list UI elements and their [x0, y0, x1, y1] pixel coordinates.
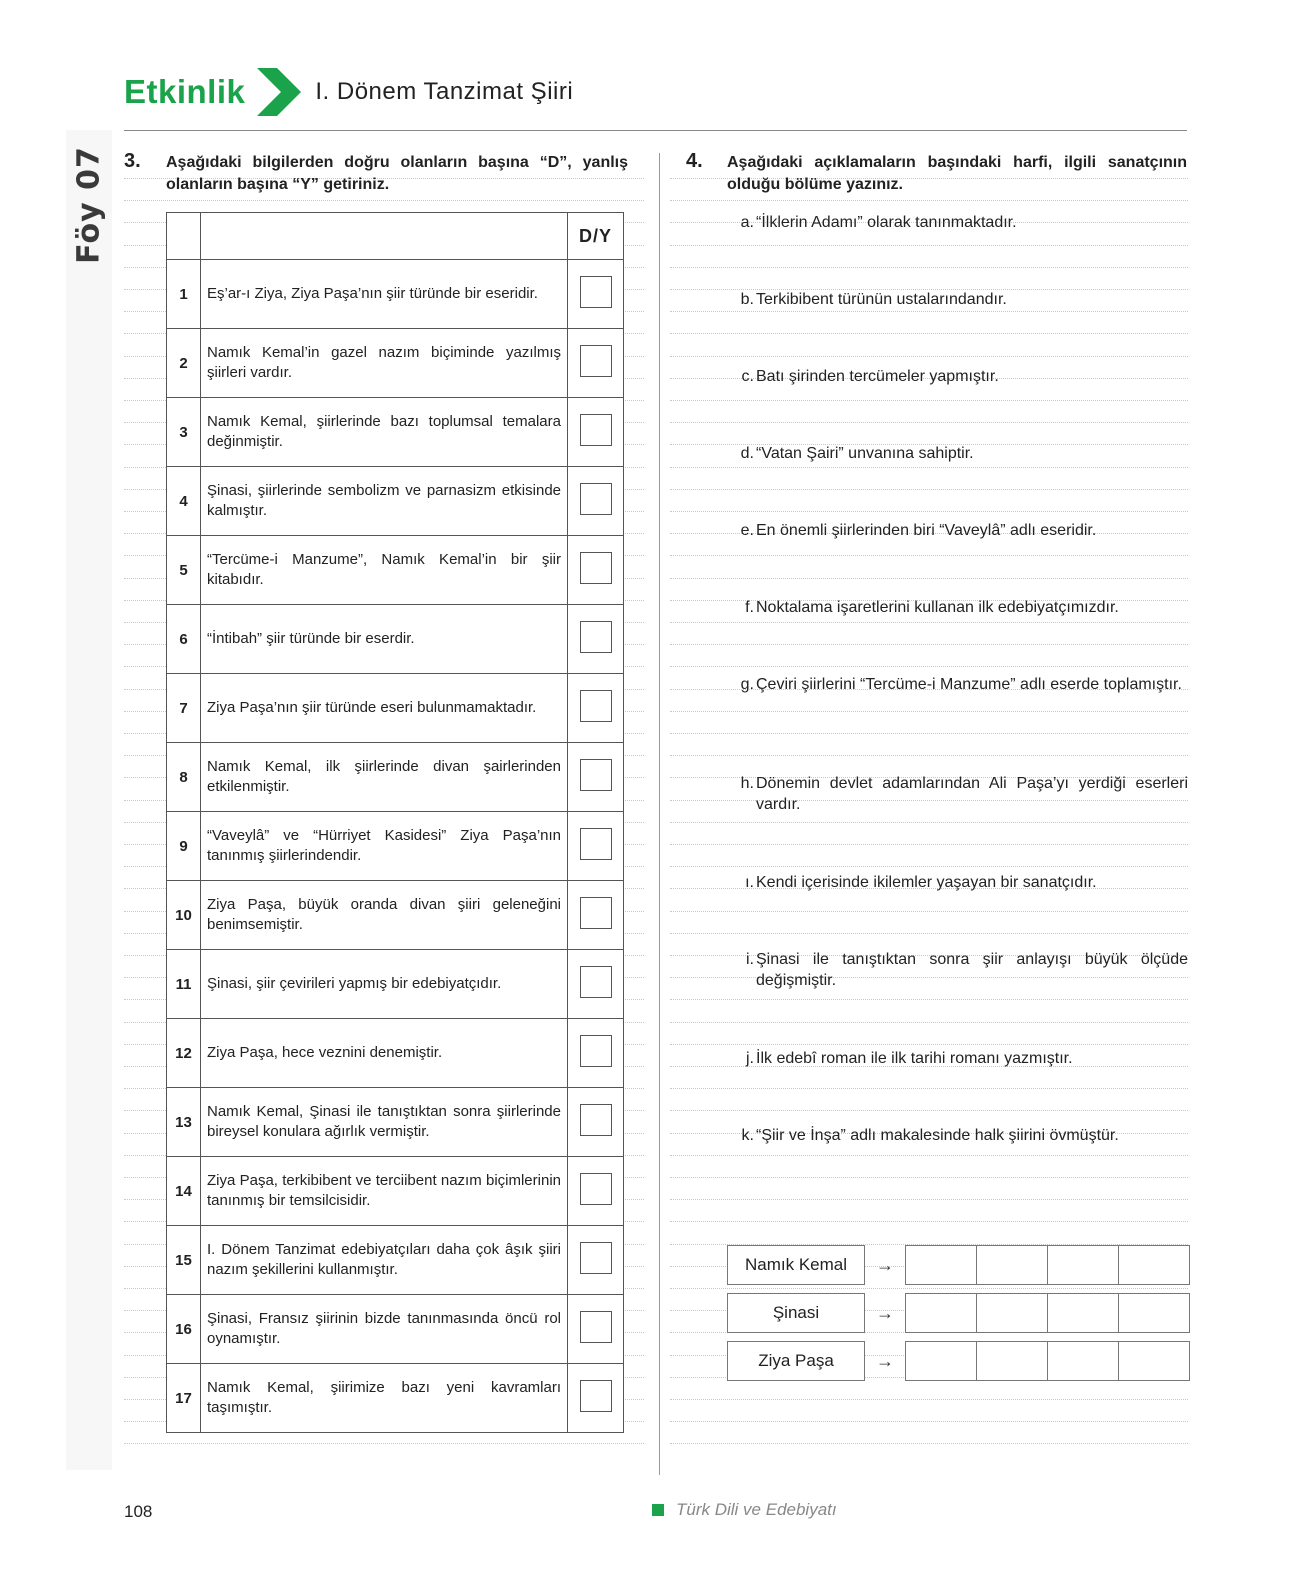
- ruling-line: [670, 999, 1188, 1000]
- answer-row: [727, 1293, 1190, 1333]
- book-title-footer: [652, 1500, 837, 1520]
- item-text: “Vatan Şairi” unvanına sahiptir.: [756, 445, 974, 462]
- statement-item: [736, 674, 1188, 695]
- row-statement: Ziya Paşa, terkibibent ve terciibent nazım biçimlerinin tanınmış bir temsilcisidir.: [201, 1157, 568, 1226]
- statement-item: [736, 289, 1188, 310]
- question-4-instruction: Aşağıdaki açıklamaların başındaki harfi, ilgili sanatçının olduğu bölüme yazınız.: [727, 154, 1187, 193]
- table-row: [167, 1157, 624, 1226]
- answer-checkbox[interactable]: [580, 345, 612, 377]
- ruling-line: [670, 422, 1188, 423]
- row-statement: Şinasi, şiirlerinde sembolizm ve parnasizm etkisinde kalmıştır.: [201, 467, 568, 536]
- item-text: Dönemin devlet adamlarından Ali Paşa’yı yerdiği eserleri vardır.: [756, 775, 1188, 813]
- row-statement: Namık Kemal, Şinasi ile tanıştıktan sonra şiirlerinde bireysel konulara ağırlık vermiştir.: [201, 1088, 568, 1157]
- book-title: Türk Dili ve Edebiyatı: [676, 1500, 837, 1519]
- answer-box-cell: [568, 467, 624, 536]
- ruling-line: [670, 1110, 1188, 1111]
- answer-row: [727, 1341, 1190, 1381]
- table-header-row: [167, 213, 624, 260]
- row-number: 3: [167, 398, 201, 467]
- row-number: 7: [167, 674, 201, 743]
- ruling-line: [670, 1199, 1188, 1200]
- row-statement: Namık Kemal, ilk şiirlerinde divan şairlerinden etkilenmiştir.: [201, 743, 568, 812]
- answer-box-cell: [568, 329, 624, 398]
- item-text: Kendi içerisinde ikilemler yaşayan bir sanatçıdır.: [756, 874, 1097, 891]
- header-statement-cell: [201, 213, 568, 260]
- answer-letter-cell[interactable]: [1047, 1245, 1119, 1285]
- statement-item: [736, 597, 1188, 618]
- ruling-line: [670, 467, 1188, 468]
- ruling-line: [670, 400, 1188, 401]
- ruling-line: [670, 356, 1188, 357]
- page-header: [124, 64, 573, 120]
- row-statement: Ziya Paşa, hece veznini denemiştir.: [201, 1019, 568, 1088]
- item-text: Şinasi ile tanıştıktan sonra şiir anlayışı büyük ölçüde değişmiştir.: [756, 951, 1188, 989]
- answer-box-cell: [568, 1364, 624, 1433]
- ruling-line: [670, 1443, 1188, 1444]
- row-number: 11: [167, 950, 201, 1019]
- question-3-number: 3.: [124, 150, 141, 172]
- answer-letter-cell[interactable]: [1118, 1293, 1190, 1333]
- answer-letter-cell[interactable]: [1047, 1341, 1119, 1381]
- answer-checkbox[interactable]: [580, 1104, 612, 1136]
- ruling-line: [124, 200, 644, 201]
- ruling-line: [670, 622, 1188, 623]
- side-label-text: Föy 07: [71, 146, 107, 264]
- item-letter: k.: [741, 1127, 754, 1144]
- table-row: [167, 329, 624, 398]
- item-letter: b.: [740, 291, 754, 308]
- ruling-line: [670, 333, 1188, 334]
- ruling-line: [670, 245, 1188, 246]
- answer-box-cell: [568, 1157, 624, 1226]
- table-row: [167, 536, 624, 605]
- answer-box-cell: [568, 260, 624, 329]
- arrow-right-icon: →: [876, 1350, 894, 1371]
- item-letter: e.: [740, 522, 754, 539]
- row-number: 2: [167, 329, 201, 398]
- ruling-line: [670, 489, 1188, 490]
- ruling-line: [670, 555, 1188, 556]
- table-row: [167, 1295, 624, 1364]
- row-number: 13: [167, 1088, 201, 1157]
- row-statement: “Vaveylâ” ve “Hürriyet Kasidesi” Ziya Paşa’nın tanınmış şiirlerindendir.: [201, 812, 568, 881]
- item-text: Terkibibent türünün ustalarındandır.: [756, 291, 1007, 308]
- ruling-line: [124, 1443, 644, 1444]
- green-square-icon: [652, 1504, 664, 1516]
- answer-box-cell: [568, 812, 624, 881]
- ruling-line: [670, 1044, 1188, 1045]
- arrow-right-icon: →: [876, 1254, 894, 1275]
- ruling-line: [670, 1288, 1188, 1289]
- statement-item: [736, 443, 1188, 464]
- item-text: Noktalama işaretlerini kullanan ilk edebiyatçımızdır.: [756, 599, 1119, 616]
- answer-checkbox[interactable]: [580, 966, 612, 998]
- ruling-line: [670, 933, 1188, 934]
- arrow-right-icon: →: [876, 1302, 894, 1323]
- ruling-line: [670, 1399, 1188, 1400]
- answer-checkbox[interactable]: [580, 552, 612, 584]
- question-3-instruction: Aşağıdaki bilgilerden doğru olanların başına “D”, yanlış olanların başına “Y” getiriniz.: [166, 154, 628, 193]
- ruling-line: [670, 311, 1188, 312]
- item-text: Çeviri şiirlerini “Tercüme-i Manzume” adlı eserde toplamıştır.: [756, 676, 1182, 693]
- statement-item: [736, 949, 1188, 991]
- table-row: [167, 1364, 624, 1433]
- answer-checkbox[interactable]: [580, 1311, 612, 1343]
- item-text: İlk edebî roman ile ilk tarihi romanı yazmıştır.: [756, 1050, 1073, 1067]
- answer-letter-cell[interactable]: [976, 1293, 1048, 1333]
- side-strip: [66, 130, 112, 1470]
- answer-box-cell: [568, 743, 624, 812]
- header-num-cell: [167, 213, 201, 260]
- brand-label: Etkinlik: [124, 73, 246, 110]
- answer-letter-cell[interactable]: [905, 1245, 977, 1285]
- table-row: [167, 1088, 624, 1157]
- answer-checkbox[interactable]: [580, 897, 612, 929]
- answer-letter-cell[interactable]: [1047, 1293, 1119, 1333]
- answer-checkbox[interactable]: [580, 621, 612, 653]
- item-letter: c.: [741, 368, 754, 385]
- answer-box-cell: [568, 674, 624, 743]
- table-row: [167, 1019, 624, 1088]
- answer-box-cell: [568, 1019, 624, 1088]
- answer-letter-cell[interactable]: [976, 1341, 1048, 1381]
- author-name-box: Ziya Paşa: [727, 1341, 865, 1381]
- statement-item: [736, 1125, 1188, 1146]
- table-row: [167, 467, 624, 536]
- ruling-line: [670, 822, 1188, 823]
- item-letter: f.: [745, 599, 754, 616]
- ruling-line: [670, 578, 1188, 579]
- row-number: 16: [167, 1295, 201, 1364]
- table-row: [167, 674, 624, 743]
- row-statement: “İntibah” şiir türünde bir eserdir.: [201, 605, 568, 674]
- row-statement: I. Dönem Tanzimat edebiyatçıları daha çok âşık şiiri nazım şekillerini kullanmıştır.: [201, 1226, 568, 1295]
- answer-checkbox[interactable]: [580, 1035, 612, 1067]
- row-statement: Şinasi, Fransız şiirinin bizde tanınmasında öncü rol oynamıştır.: [201, 1295, 568, 1364]
- row-statement: Namık Kemal, şiirlerinde bazı toplumsal temalara değinmiştir.: [201, 398, 568, 467]
- answer-letter-cell[interactable]: [1118, 1245, 1190, 1285]
- ruling-line: [670, 866, 1188, 867]
- statement-item: [736, 366, 1188, 387]
- ruling-line: [670, 1088, 1188, 1089]
- item-letter: h.: [740, 775, 754, 792]
- ruling-line: [670, 733, 1188, 734]
- page-title: I. Dönem Tanzimat Şiiri: [315, 78, 574, 105]
- answer-box-cell: [568, 1226, 624, 1295]
- ruling-line: [670, 1421, 1188, 1422]
- page-number: 108: [124, 1502, 153, 1521]
- item-letter: i.: [746, 951, 754, 968]
- answer-checkbox[interactable]: [580, 828, 612, 860]
- author-name-box: Şinasi: [727, 1293, 865, 1333]
- answer-checkbox[interactable]: [580, 1173, 612, 1205]
- row-number: 12: [167, 1019, 201, 1088]
- table-row: [167, 605, 624, 674]
- answer-checkbox[interactable]: [580, 690, 612, 722]
- chevron-right-icon: [257, 68, 301, 116]
- side-label: [66, 146, 112, 264]
- answer-checkbox[interactable]: [580, 483, 612, 515]
- statement-item: [736, 872, 1188, 893]
- answer-box-cell: [568, 881, 624, 950]
- answer-checkbox[interactable]: [580, 759, 612, 791]
- row-number: 14: [167, 1157, 201, 1226]
- row-number: 10: [167, 881, 201, 950]
- row-statement: Namık Kemal’in gazel nazım biçiminde yazılmış şiirleri vardır.: [201, 329, 568, 398]
- table-row: [167, 812, 624, 881]
- item-letter: a.: [740, 214, 754, 231]
- statement-item: [736, 212, 1188, 233]
- true-false-table: [166, 212, 624, 1433]
- row-number: 17: [167, 1364, 201, 1433]
- ruling-line: [670, 1221, 1188, 1222]
- ruling-line: [670, 666, 1188, 667]
- item-letter: j.: [746, 1050, 754, 1067]
- item-text: “Şiir ve İnşa” adlı makalesinde halk şiirini övmüştür.: [756, 1127, 1119, 1144]
- row-number: 6: [167, 605, 201, 674]
- answer-checkbox[interactable]: [580, 1242, 612, 1274]
- row-number: 8: [167, 743, 201, 812]
- ruling-line: [670, 1022, 1188, 1023]
- row-number: 4: [167, 467, 201, 536]
- table-row: [167, 260, 624, 329]
- ruling-line: [670, 911, 1188, 912]
- column-divider: [659, 153, 660, 1475]
- answer-checkbox[interactable]: [580, 414, 612, 446]
- answer-box-cell: [568, 1295, 624, 1364]
- answer-box-cell: [568, 950, 624, 1019]
- table-row: [167, 743, 624, 812]
- statement-item: [736, 1048, 1188, 1069]
- ruling-line: [670, 1177, 1188, 1178]
- row-statement: Eş’ar-ı Ziya, Ziya Paşa’nın şiir türünde bir eseridir.: [201, 260, 568, 329]
- dy-column-header: D/Y: [578, 225, 612, 246]
- item-letter: d.: [740, 445, 754, 462]
- statement-item: [736, 773, 1188, 815]
- item-letter: g.: [740, 676, 754, 693]
- row-number: 1: [167, 260, 201, 329]
- answer-box-cell: [568, 605, 624, 674]
- table-row: [167, 881, 624, 950]
- answer-box-cell: [568, 1088, 624, 1157]
- answer-checkbox[interactable]: [580, 276, 612, 308]
- answer-checkbox[interactable]: [580, 1380, 612, 1412]
- answer-letter-cell[interactable]: [905, 1341, 977, 1381]
- item-letter: ı.: [745, 874, 754, 891]
- header-dy-cell: [568, 213, 624, 260]
- header-divider: [124, 130, 1187, 131]
- ruling-line: [670, 844, 1188, 845]
- question-4-number: 4.: [686, 150, 703, 172]
- item-text: “İlklerin Adamı” olarak tanınmaktadır.: [756, 214, 1017, 231]
- row-number: 5: [167, 536, 201, 605]
- table-row: [167, 398, 624, 467]
- row-statement: Ziya Paşa, büyük oranda divan şiiri geleneğini benimsemiştir.: [201, 881, 568, 950]
- table-row: [167, 950, 624, 1019]
- table-row: [167, 1226, 624, 1295]
- ruling-line: [670, 755, 1188, 756]
- item-text: Batı şirinden tercümeler yapmıştır.: [756, 368, 999, 385]
- answer-letter-cell[interactable]: [1118, 1341, 1190, 1381]
- author-name-box: Namık Kemal: [727, 1245, 865, 1285]
- row-number: 15: [167, 1226, 201, 1295]
- answer-letter-cell[interactable]: [905, 1293, 977, 1333]
- statement-item: [736, 520, 1188, 541]
- answer-row: [727, 1245, 1190, 1285]
- ruling-line: [670, 1155, 1188, 1156]
- row-statement: Namık Kemal, şiirimize bazı yeni kavramları taşımıştır.: [201, 1364, 568, 1433]
- ruling-line: [670, 711, 1188, 712]
- ruling-line: [670, 267, 1188, 268]
- answer-box-cell: [568, 536, 624, 605]
- row-statement: Ziya Paşa’nın şiir türünde eseri bulunmamaktadır.: [201, 674, 568, 743]
- row-statement: Şinasi, şiir çevirileri yapmış bir edebiyatçıdır.: [201, 950, 568, 1019]
- row-statement: “Tercüme-i Manzume”, Namık Kemal’in bir şiir kitabıdır.: [201, 536, 568, 605]
- ruling-line: [670, 644, 1188, 645]
- answer-letter-cell[interactable]: [976, 1245, 1048, 1285]
- row-number: 9: [167, 812, 201, 881]
- ruling-line: [670, 200, 1188, 201]
- ruling-line: [670, 511, 1188, 512]
- item-text: En önemli şiirlerinden biri “Vaveylâ” adlı eseridir.: [756, 522, 1097, 539]
- answer-box-cell: [568, 398, 624, 467]
